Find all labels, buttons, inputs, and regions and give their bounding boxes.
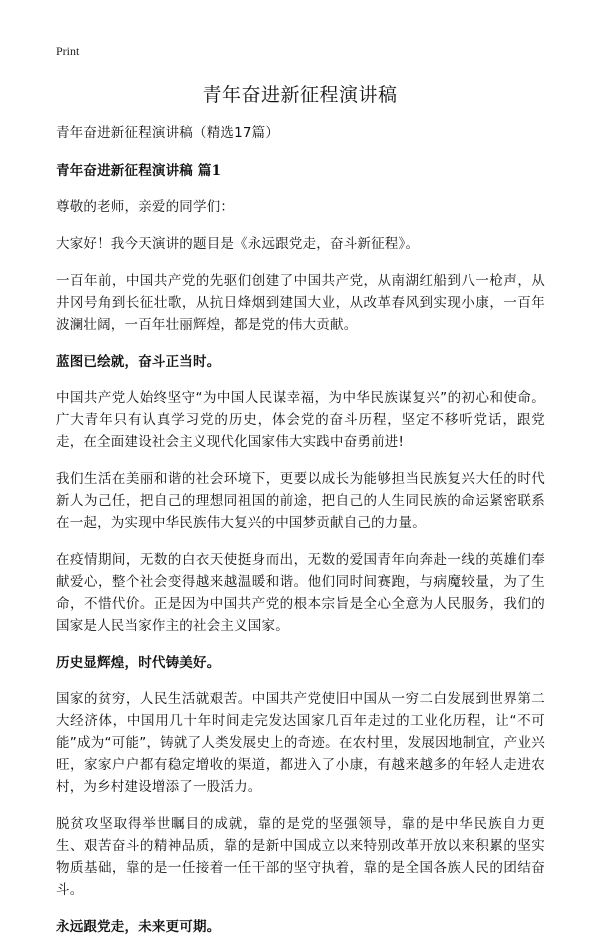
section-heading-3: 永远跟党走，未来更可期。 [56, 919, 221, 935]
section-heading-1: 蓝图已绘就，奋斗正当时。 [56, 354, 221, 370]
paragraph-1: 一百年前，中国共产党的先驱们创建了中国共产党，从南湖红船到八一枪声，从井冈号角到长征壮歌，从抗日烽烟到建国大业，从改革春风到实现小康，一百年波澜壮阔，一百年壮丽辉煌，都是党的伟大贡献。 [56, 273, 545, 333]
intro-paragraph: 大家好！我今天演讲的题目是《永远跟党走，奋斗新征程》。 [56, 236, 420, 252]
greeting-paragraph: 尊敬的老师，亲爱的同学们： [56, 199, 235, 215]
section-heading-2: 历史显辉煌，时代铸美好。 [56, 655, 221, 671]
paragraph-4: 在疫情期间，无数的白衣天使挺身而出，无数的爱国青年向奔赴一线的英雄们奉献爱心，整个社会变得越来越温暖和谐。他们同时间赛跑，与病魔较量，为了生命，不惜代价。正是因为中国共产党的根本宗旨是全心全意为人民服务，我们的国家是人民当家作主的社会主义国家。 [56, 552, 545, 634]
page-title: 青年奋进新征程演讲稿 [202, 84, 398, 106]
paragraph-3: 我们生活在美丽和谐的社会环境下，更要以成长为能够担当民族复兴大任的时代新人为己任，把自己的理想同祖国的前途，把自己的人生同民族的命运紧密联系在一起，为实现中华民族伟大复兴的中国梦贡献自己的力量。 [56, 471, 545, 531]
paragraph-5: 国家的贫穷，人民生活就艰苦。中国共产党使旧中国从一穷二白发展到世界第二大经济体，中国用几十年时间走完发达国家几百年走过的工业化历程，让“不可能”成为“可能”，铸就了人类发展史上的奇迹。在农村里，发展因地制宜，产业兴旺，家家户户都有稳定增收的渠道，都进入了小康，有越来越多的年轻人走进农村，为乡村建设增添了一股活力。 [56, 691, 545, 795]
paragraph-2: 中国共产党人始终坚守“为中国人民谋幸福，为中华民族谋复兴”的初心和使命。广大青年只有认真学习党的历史，体会党的奋斗历程，坚定不移听党话，跟党走，在全面建设社会主义现代化国家伟大实践中奋勇前进! [56, 390, 545, 450]
document-subtitle: 青年奋进新征程演讲稿（精选17篇） [56, 125, 280, 141]
paragraph-6: 脱贫攻坚取得举世瞩目的成就，靠的是党的坚强领导，靠的是中华民族自力更生、艰苦奋斗的精神品质，靠的是新中国成立以来特别改革开放以来积累的坚实物质基础，靠的是一任接着一任干部的坚守执着，靠的是全国各族人民的团结奋斗。 [56, 816, 545, 898]
section-title: 青年奋进新征程演讲稿 篇1 [56, 163, 222, 179]
print-label: Print [56, 44, 80, 58]
